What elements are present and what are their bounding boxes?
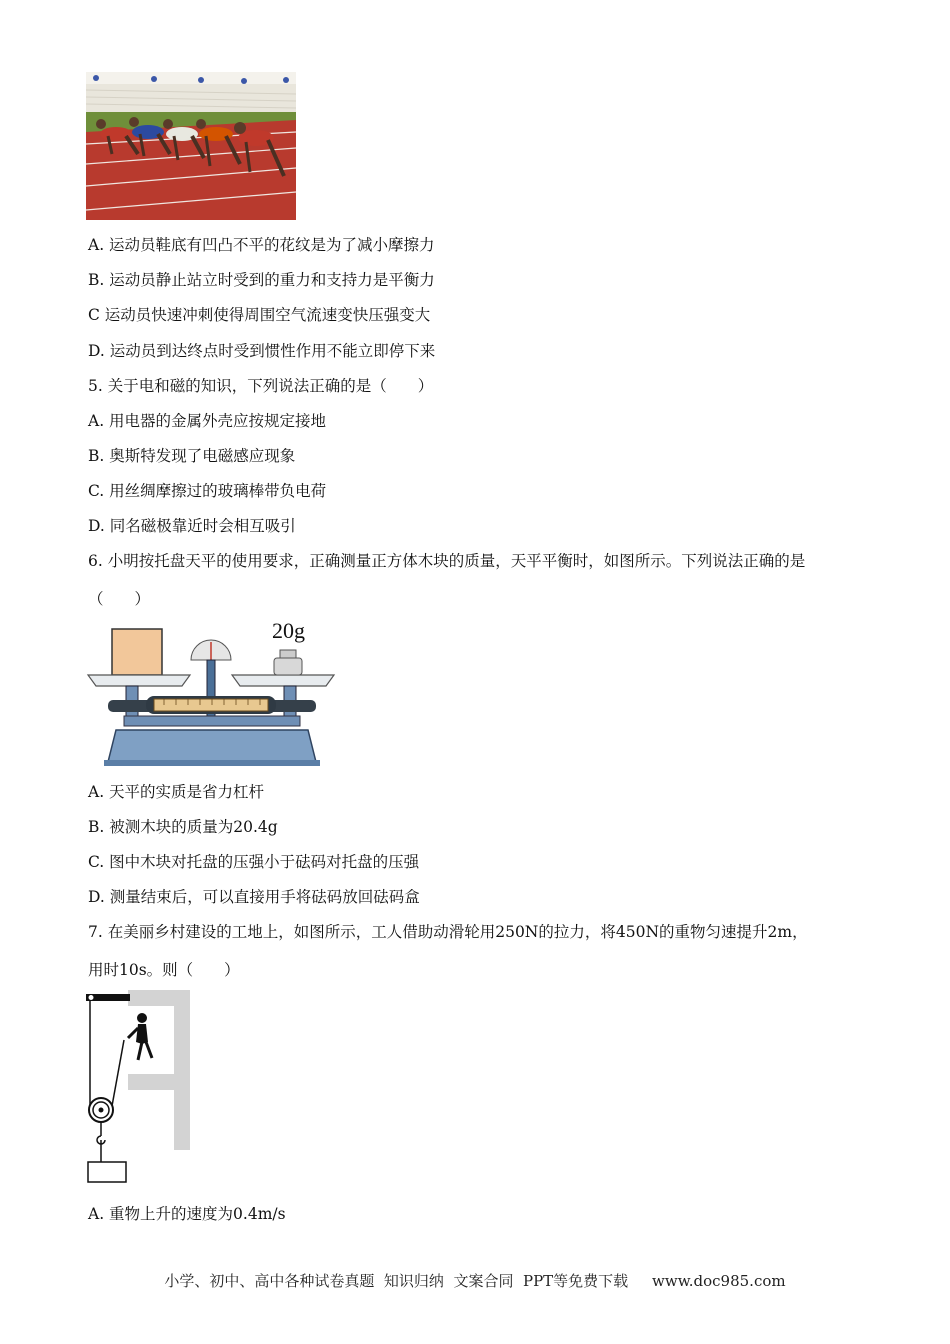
sprinters-photo: [86, 72, 296, 220]
q7-option-a: A. 重物上升的速度为0.4m/s: [88, 1205, 286, 1223]
q5-option-c: C. 用丝绸摩擦过的玻璃棒带负电荷: [88, 482, 327, 500]
pulley-icon: [89, 1098, 113, 1122]
q6-option-b: B. 被测木块的质量为20.4g: [88, 818, 278, 836]
q5-option-a: A. 用电器的金属外壳应按规定接地: [88, 412, 327, 430]
pulley-figure: [86, 990, 194, 1186]
q5-stem: 5. 关于电和磁的知识，下列说法正确的是（ ）: [88, 377, 434, 395]
q7-stem: 7. 在美丽乡村建设的工地上，如图所示，工人借助动滑轮用250N的拉力，将450N的重物匀速提升2m，: [88, 923, 808, 941]
wood-block: [112, 629, 162, 675]
q6-option-a: A. 天平的实质是省力杠杆: [88, 783, 265, 801]
q5-option-d: D. 同名磁极靠近时会相互吸引: [88, 517, 296, 535]
q6-stem: 6. 小明按托盘天平的使用要求，正确测量正方体木块的质量，天平平衡时，如图所示。下列说法正确的是: [88, 552, 806, 570]
q6-stem-bracket: （ ）: [88, 590, 151, 608]
weight-icon: [274, 650, 302, 675]
q6-option-d: D. 测量结束后，可以直接用手将砝码放回砝码盒: [88, 888, 420, 906]
q4-option-c: C 运动员快速冲刺使得周围空气流速变快压强变大: [88, 306, 431, 324]
balance-figure: [86, 612, 338, 768]
q5-option-b: B. 奥斯特发现了电磁感应现象: [88, 447, 296, 465]
q4-option-b: B. 运动员静止站立时受到的重力和支持力是平衡力: [88, 271, 435, 289]
q4-option-d: D. 运动员到达终点时受到惯性作用不能立即停下来: [88, 342, 436, 360]
q7-stem-line2: 用时10s。则（ ）: [88, 961, 240, 979]
load-block: [88, 1162, 126, 1182]
weight-label: 20g: [272, 618, 305, 643]
q4-option-a: A. 运动员鞋底有凹凸不平的花纹是为了减小摩擦力: [88, 236, 435, 254]
q6-option-c: C. 图中木块对托盘的压强小于砝码对托盘的压强: [88, 853, 420, 871]
page-footer: 小学、初中、高中各种试卷真题 知识归纳 文案合同 PPT等免费下载 www.doc985.com: [164, 1272, 786, 1290]
worker-figure: [128, 1013, 152, 1060]
